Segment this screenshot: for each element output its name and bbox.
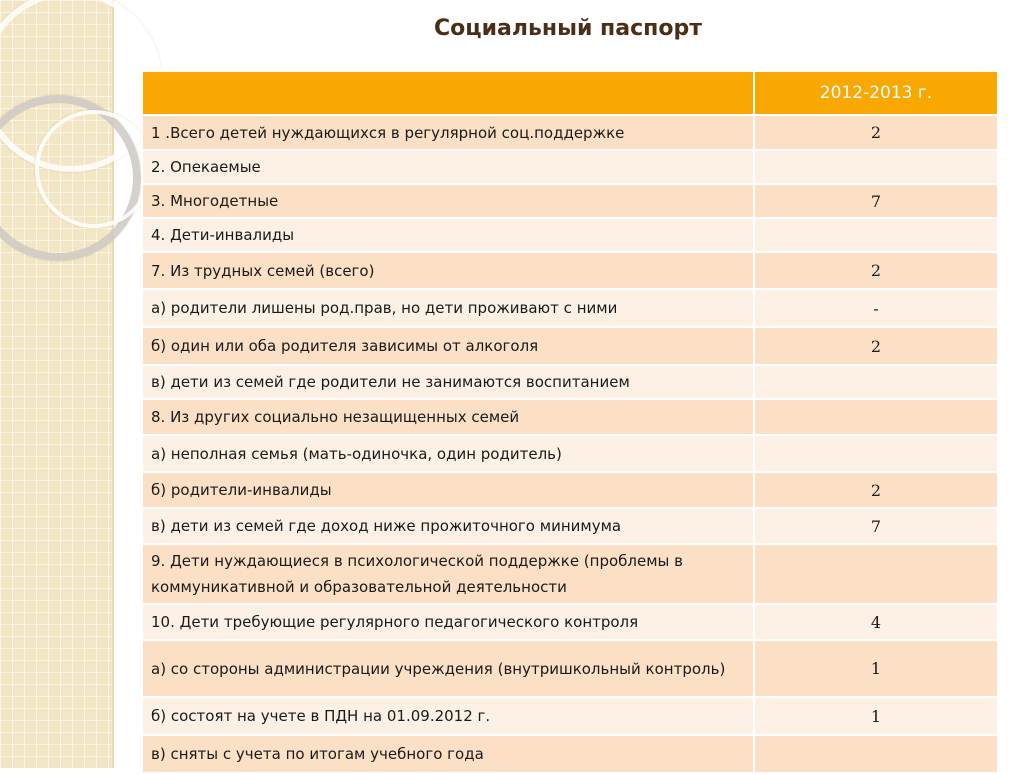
row-value: 2 — [754, 327, 998, 365]
row-label: б) один или оба родителя зависимы от алкоголя — [142, 327, 754, 365]
table-header-row — [142, 71, 998, 115]
row-label: 7. Из трудных семей (всего) — [142, 252, 754, 289]
table-row — [142, 544, 998, 604]
table-row — [142, 399, 998, 435]
row-value — [754, 399, 998, 435]
page-title: Социальный паспорт — [434, 16, 702, 41]
row-label: в) дети из семей где доход ниже прожиточного минимума — [142, 508, 754, 544]
row-value: 4 — [754, 604, 998, 640]
header-year-cell: 2012-2013 г. — [754, 71, 998, 115]
table-row — [142, 604, 998, 640]
table-row — [142, 365, 998, 399]
table-row — [142, 184, 998, 218]
row-value: 7 — [754, 184, 998, 218]
table-row — [142, 697, 998, 735]
table-row — [142, 327, 998, 365]
row-label: 4. Дети-инвалиды — [142, 218, 754, 252]
decorative-side-panel — [0, 0, 114, 768]
row-label: а) со стороны администрации учреждения (внутришкольный контроль) — [142, 640, 754, 697]
row-label: 1 .Всего детей нуждающихся в регулярной соц.поддержке — [142, 115, 754, 150]
row-value — [754, 150, 998, 184]
decorative-circle — [35, 110, 153, 228]
row-value — [754, 735, 998, 773]
table-row — [142, 735, 998, 773]
row-value: 2 — [754, 115, 998, 150]
row-label: 9. Дети нуждающиеся в психологической поддержке (проблемы в коммуникативной и образовательной деятельности — [142, 544, 754, 604]
table-row — [142, 252, 998, 289]
row-value — [754, 365, 998, 399]
row-value: 2 — [754, 472, 998, 508]
row-label: б) родители-инвалиды — [142, 472, 754, 508]
table-row — [142, 150, 998, 184]
social-passport-table — [141, 70, 999, 774]
row-label: а) родители лишены род.прав, но дети проживают с ними — [142, 289, 754, 327]
table-row — [142, 508, 998, 544]
row-value: 1 — [754, 697, 998, 735]
row-value: 2 — [754, 252, 998, 289]
row-value — [754, 544, 998, 604]
row-label: б) состоят на учете в ПДН на 01.09.2012 г. — [142, 697, 754, 735]
row-value — [754, 435, 998, 472]
row-label: 8. Из других социально незащищенных семей — [142, 399, 754, 435]
row-value: 1 — [754, 640, 998, 697]
row-value: - — [754, 289, 998, 327]
row-label: 3. Многодетные — [142, 184, 754, 218]
table-row — [142, 218, 998, 252]
table-row — [142, 640, 998, 697]
table-row — [142, 115, 998, 150]
row-value — [754, 218, 998, 252]
row-label: а) неполная семья (мать-одиночка, один родитель) — [142, 435, 754, 472]
header-label-cell — [142, 71, 754, 115]
row-label: 10. Дети требующие регулярного педагогического контроля — [142, 604, 754, 640]
row-label: в) сняты с учета по итогам учебного года — [142, 735, 754, 773]
row-label: в) дети из семей где родители не занимаются воспитанием — [142, 365, 754, 399]
row-label: 2. Опекаемые — [142, 150, 754, 184]
table-row — [142, 435, 998, 472]
row-value: 7 — [754, 508, 998, 544]
table-row — [142, 289, 998, 327]
table-row — [142, 472, 998, 508]
